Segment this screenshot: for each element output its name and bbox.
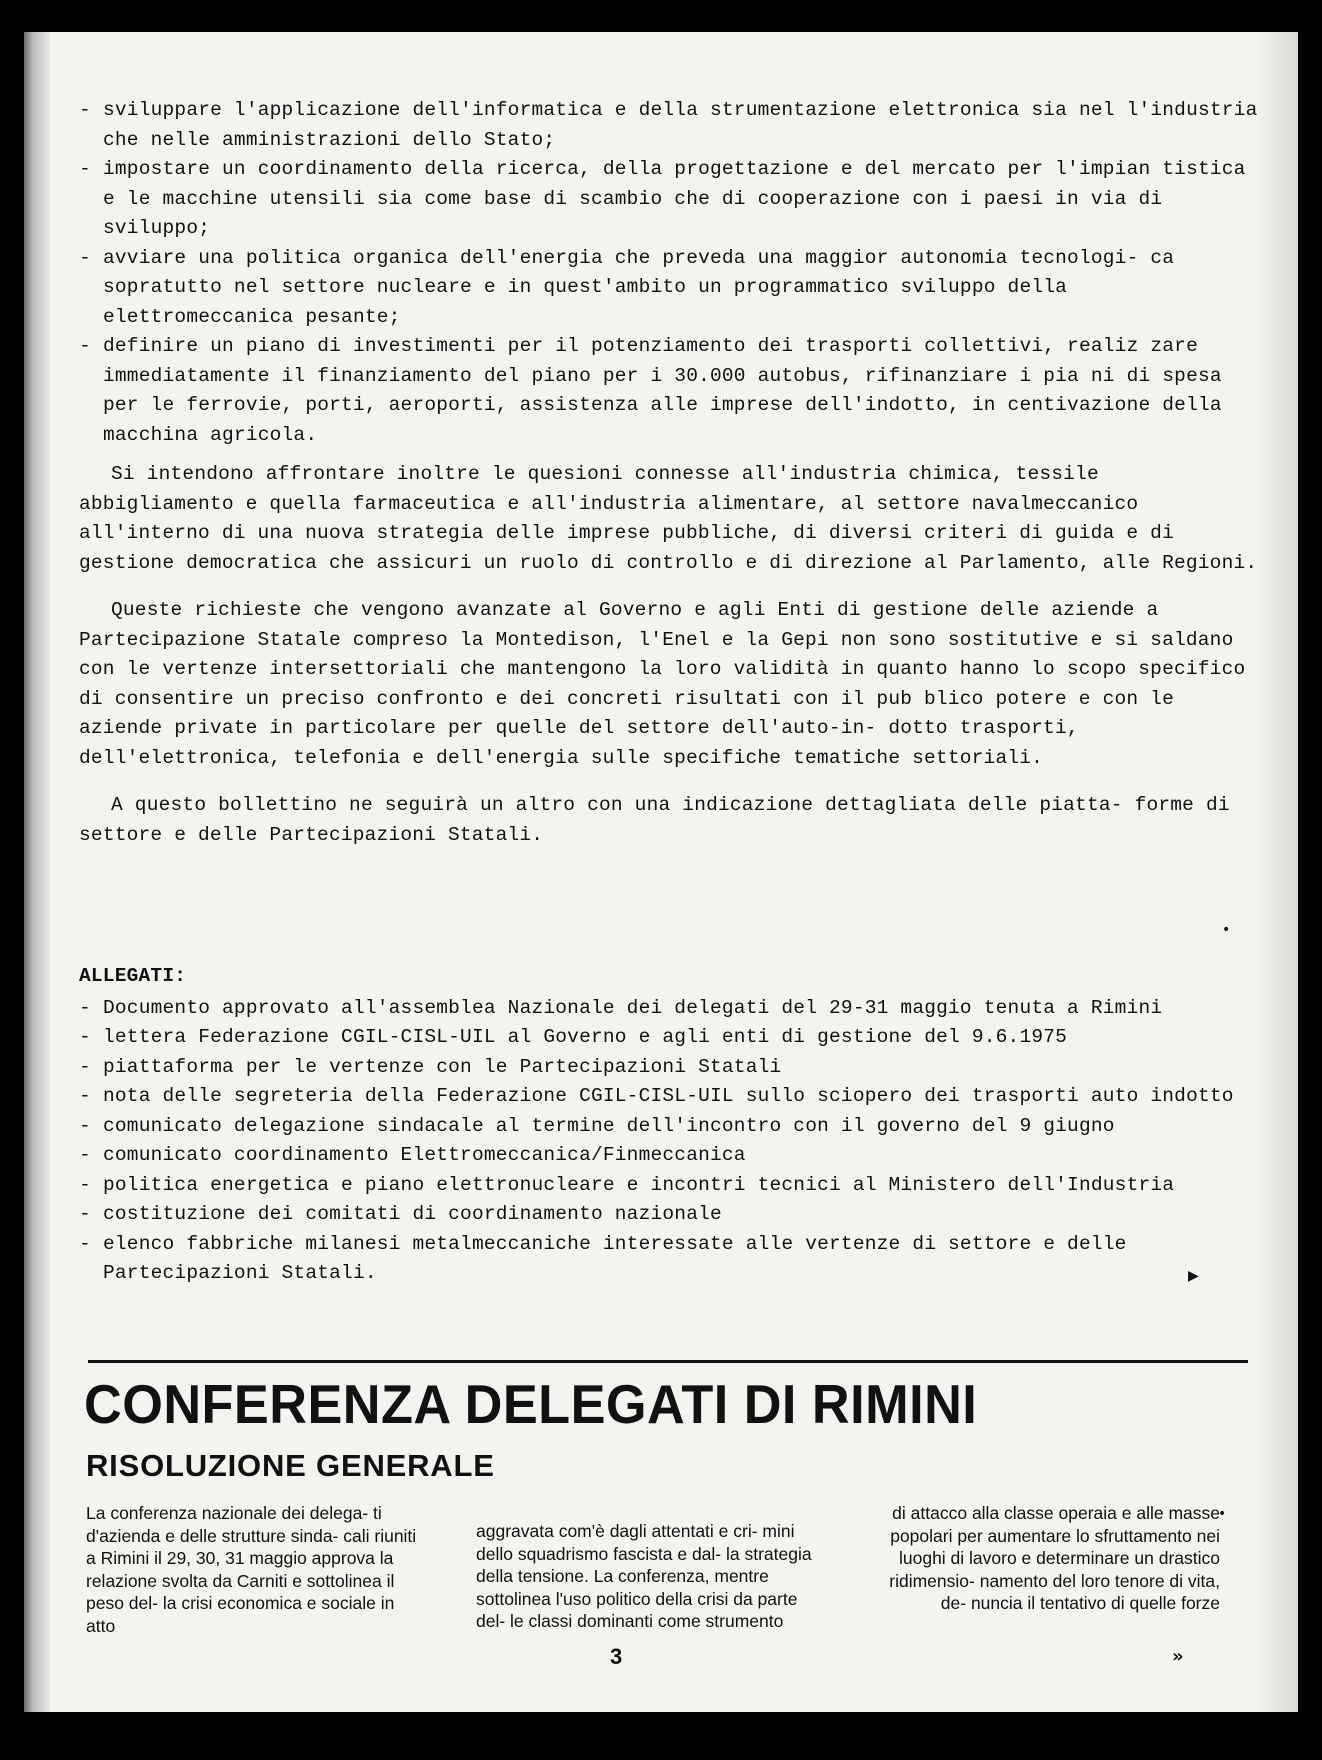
attachment-item: - politica energetica e piano elettronucleare e incontri tecnici al Ministero dell'Industria [79,1173,1175,1196]
document-page [24,32,1298,1712]
attachment-item: - lettera Federazione CGIL-CISL-UIL al Governo e agli enti di gestione del 9.6.1975 [79,1026,1068,1048]
binding-gutter [24,32,50,1712]
attachment-item: - costituzione dei comitati di coordinamento nazionale [79,1203,722,1225]
paragraph: Si intendono affrontare inoltre le quesioni connesse all'industria chimica, tessile abbigliamento e quella farmaceutica e all'industria alimentare, al settore navalmeccanico all'interno di una nuova strategia delle imprese pubbliche, di diversi criteri di guida e di gestione democratica che assicuri un ruolo di controllo e di direzione al Parlamento, alle Regioni. [79,463,1258,574]
margin-dot: • [1218,1506,1227,1522]
subheadline: RISOLUZIONE GENERALE [86,1448,495,1483]
page-number: 3 [610,1644,623,1669]
attachment-item: - comunicato coordinamento Elettromeccanica/Finmeccanica [79,1144,746,1166]
article-column-1: La conferenza nazionale dei delega- ti d'azienda e delle strutture sinda- cali riuniti a Rimini il 29, 30, 31 maggio approva la relazione svolta da Carniti e sottolinea il peso del- la crisi economica e sociale in atto [86,1503,417,1636]
attachment-item: - Documento approvato all'assemblea Nazionale dei delegati del 29-31 maggio tenuta a Rimini [79,996,1163,1019]
attachments-label: ALLEGATI: [79,965,187,987]
proposal-list [79,96,1259,450]
margin-dot: • [1222,922,1231,938]
list-item: - avviare una politica organica dell'energia che preveda una maggior autonomia tecnologi- ca sopratutto nel settore nucleare e in quest'ambito un programmatico sviluppo della elettromeccanica pesante; [79,246,1175,328]
list-item: - definire un piano di investimenti per il potenziamento dei trasporti collettivi, realiz zare immediatamente il finanziamento del piano per i 30.000 autobus, rifinanziare i pia ni di spesa per le ferrovie, porti, aeroporti, assistenza alle imprese dell'indotto, in centivazione della macchina agricola. [79,335,1222,446]
attachments-section [79,962,1259,1289]
article-column-2: aggravata com'è dagli attentati e cri- mini dello squadrismo fascista e dal- la strategia della tensione. La conferenza, mentre sottolinea l'uso politico della crisi da parte del- le classi dominanti come strumento [476,1521,812,1631]
paragraph: Queste richieste che vengono avanzate al Governo e agli Enti di gestione delle aziende a Partecipazione Statale compreso la Montedison, l'Enel e la Gepi non sono sostitutive e si saldano con le vertenze intersettoriali che mantengono la loro validità in quanto hanno lo scopo specifico di consentire un preciso confronto e dei concreti risultati con il pub blico potere e con le aziende private in particolare per quelle del settore dell'auto-in- dotto trasporti, dell'elettronica, telefonia e dell'energia sulle specifiche tematiche settoriali. [79,599,1246,769]
attachment-item: - elenco fabbriche milanesi metalmeccaniche interessate alle vertenze di settore e delle Partecipazioni Statali. [79,1232,1127,1284]
headline: CONFERENZA DELEGATI DI RIMINI [84,1373,978,1435]
attachment-item: - piattaforma per le vertenze con le Partecipazioni Statali [79,1055,782,1078]
page-edge [1258,32,1298,1712]
attachment-item: - nota delle segreteria della Federazione CGIL-CISL-UIL sullo sciopero dei trasporti auto indotto [79,1085,1234,1107]
margin-arrow-icon: ▶ [1188,1268,1199,1284]
section-divider [88,1360,1248,1363]
paragraph: A questo bollettino ne seguirà un altro con una indicazione dettagliata delle piatta- forme di settore e delle Partecipazioni Statali. [79,794,1230,846]
list-item: - sviluppare l'applicazione dell'informatica e della strumentazione elettronica sia nel l'industria che nelle amministrazioni dello Stato; [79,99,1258,151]
body-paragraphs [79,460,1259,868]
article-column-3: di attacco alla classe operaia e alle masse popolari per aumentare lo sfruttamento nei luoghi di lavoro e determinare un drastico ridimensio- namento del loro tenore di vita, de- nuncia il tentativo di quelle forze [889,1503,1220,1613]
attachment-item: - comunicato delegazione sindacale al termine dell'incontro con il governo del 9 giugno [79,1114,1115,1137]
list-item: - impostare un coordinamento della ricerca, della progettazione e del mercato per l'impian tistica e le macchine utensili sia come base di scambio che di cooperazione con i paesi in via di sviluppo; [79,158,1246,239]
continue-mark: » [1172,1646,1184,1667]
